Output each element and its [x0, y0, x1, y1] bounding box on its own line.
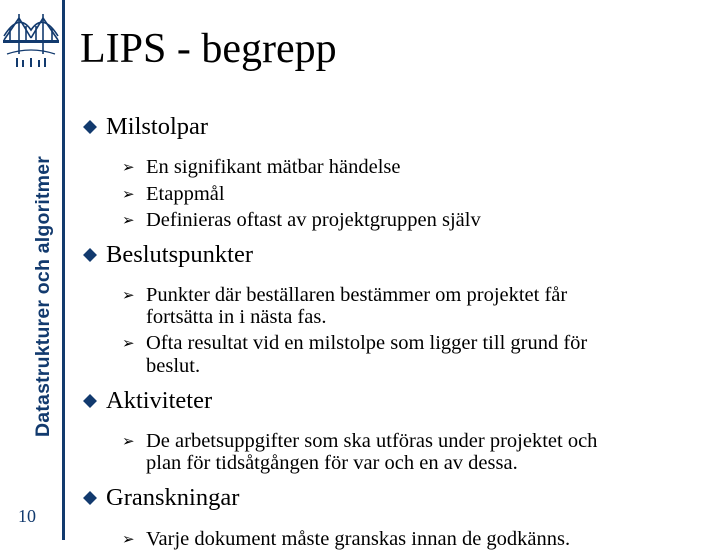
arrow-bullet-icon: ➢ [122, 286, 135, 305]
bullet-label: Milstolpar [106, 113, 209, 140]
sub-bullet-text-line: plan för tidsåtgången för var och en av dessa. [146, 452, 518, 475]
sub-bullet-text-line: Ofta resultat vid en milstolpe som ligger till grund för [146, 332, 588, 355]
sub-bullet-item [80, 284, 700, 328]
sub-bullet-item [80, 528, 700, 550]
bullet-item [80, 240, 700, 269]
sub-bullet-text: Etappmål [146, 182, 225, 205]
sub-bullet-text-line: Punkter där beställaren bestämmer om projektet får [146, 284, 568, 307]
bullet-group [80, 112, 700, 231]
bullet-label: Beslutspunkter [106, 240, 253, 268]
arrow-bullet-icon: ➢ [122, 184, 135, 203]
sub-bullet-item [80, 430, 700, 474]
arrow-bullet-icon: ➢ [122, 158, 135, 177]
bullet-label: Aktiviteter [106, 386, 213, 414]
course-title-vertical: Datastrukturer och algoritmer [32, 155, 54, 437]
diamond-bullet-icon [83, 394, 97, 408]
arrow-bullet-icon: ➢ [122, 210, 135, 229]
bullet-group [80, 386, 700, 475]
arrow-bullet-icon: ➢ [122, 432, 135, 451]
sub-bullet-item [80, 332, 700, 376]
diamond-bullet-icon [83, 491, 97, 505]
sub-bullet-text: Varje dokument måste granskas innan de godkänns. [146, 527, 571, 550]
diamond-bullet-icon [83, 248, 97, 262]
sidebar-divider [62, 0, 65, 540]
slide-title: LIPS - begrepp [80, 26, 337, 72]
arrow-bullet-icon: ➢ [122, 334, 135, 353]
sidebar [0, 0, 62, 540]
sub-bullet-item [80, 183, 700, 205]
page-number: 10 [18, 506, 36, 526]
bullet-item [80, 386, 700, 415]
sub-bullet-text: Definieras oftast av projektgruppen själv [146, 208, 481, 231]
bullet-label: Granskningar [106, 484, 240, 512]
bullet-group [80, 240, 700, 377]
sub-bullet-text-line: fortsätta in i nästa fas. [146, 306, 327, 329]
sub-bullet-text: En signifikant mätbar händelse [146, 156, 401, 179]
bullet-item [80, 112, 700, 141]
diamond-bullet-icon [83, 120, 97, 134]
sub-bullet-text-line: beslut. [146, 354, 201, 377]
sub-bullet-item [80, 209, 700, 231]
bullet-item [80, 483, 700, 512]
sub-bullet-item [80, 156, 700, 178]
slide-content [80, 112, 700, 559]
sub-bullet-text-line: De arbetsuppgifter som ska utföras under projektet och [146, 430, 598, 453]
university-bridge-logo-icon [2, 10, 60, 72]
arrow-bullet-icon: ➢ [122, 529, 135, 548]
